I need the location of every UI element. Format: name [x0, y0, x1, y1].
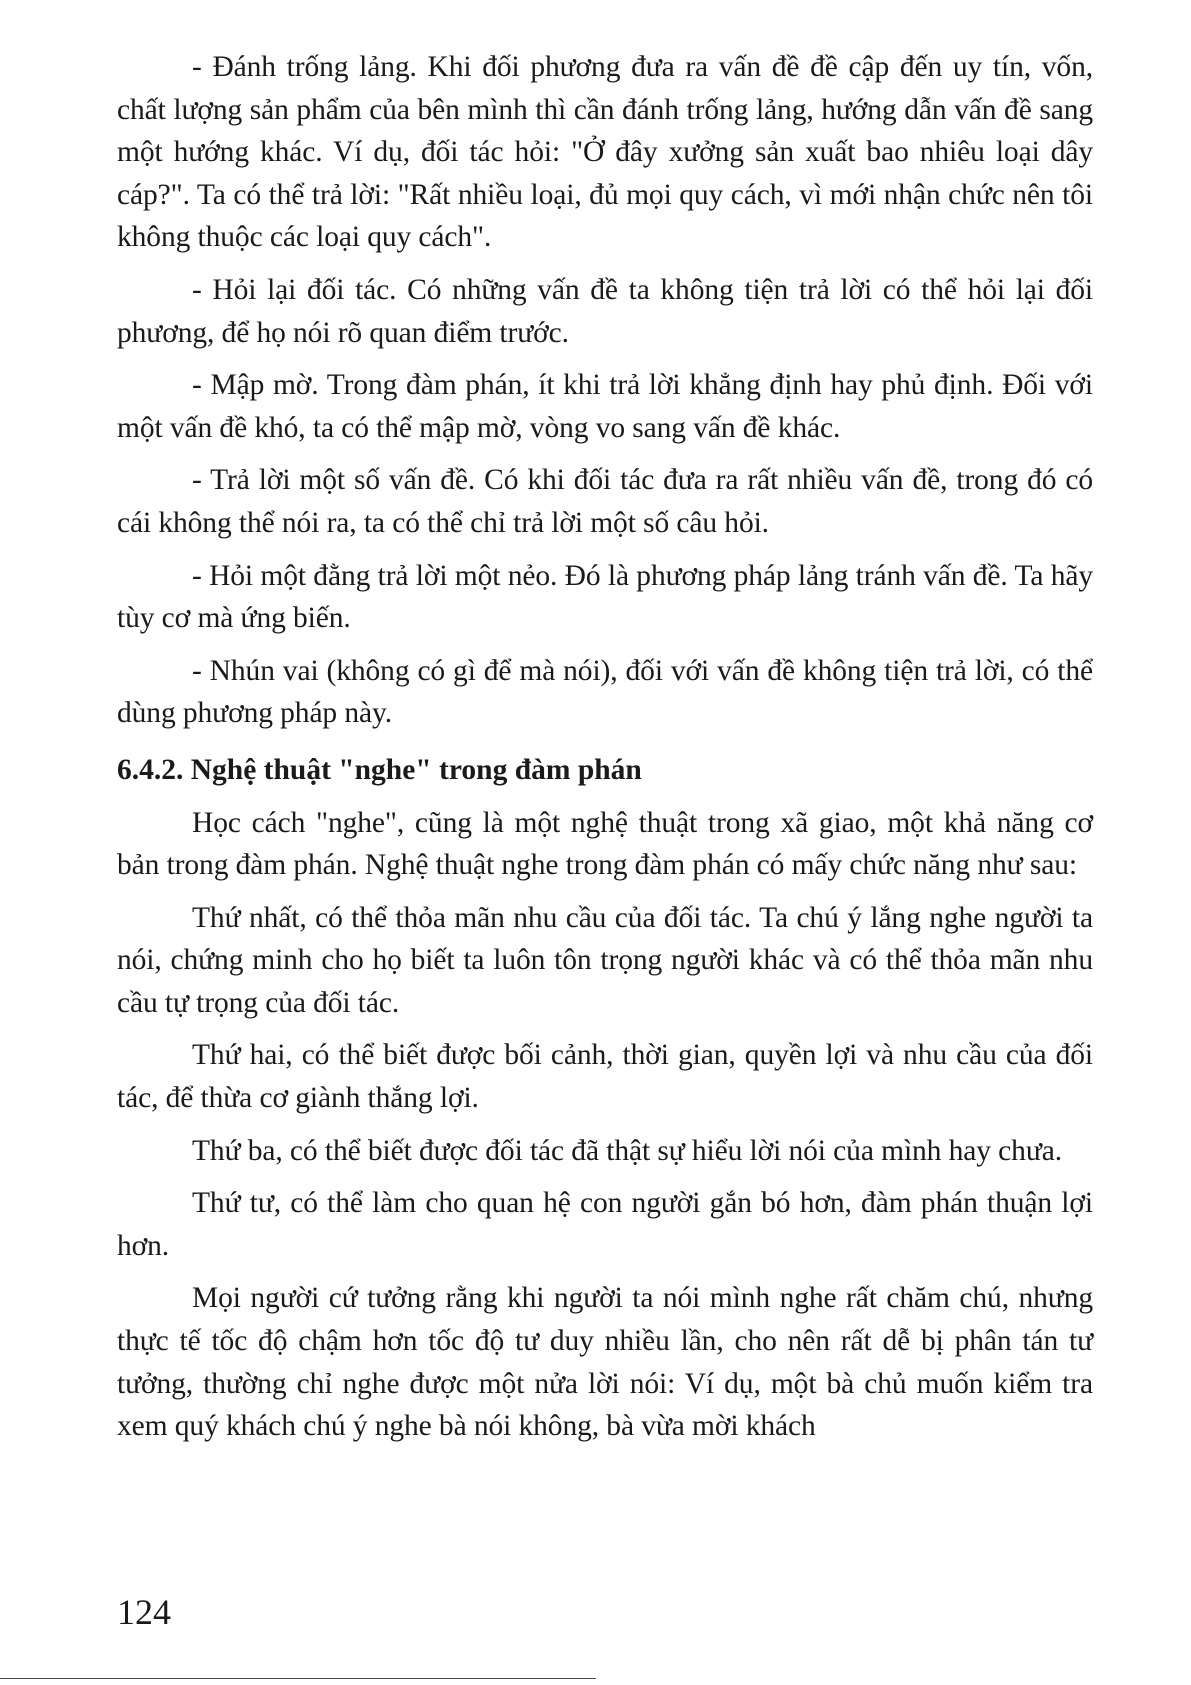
paragraph-map-mo: - Mập mờ. Trong đàm phán, ít khi trả lời khẳng định hay phủ định. Đối với một vấn đề khó, ta có thể mập mờ, vòng vo sang vấn đề khác. [117, 369, 1093, 444]
paragraph-hoc-cach-nghe: Học cách "nghe", cũng là một nghệ thuật trong xã giao, một khả năng cơ bản trong đàm phán. Nghệ thuật nghe trong đàm phán có mấy chức năng như sau: [117, 806, 1093, 882]
footer-divider [0, 1678, 596, 1679]
section-heading: 6.4.2. Nghệ thuật "nghe" trong đàm phán [117, 753, 642, 786]
paragraph-hoi-mot-dang: - Hỏi một đằng trả lời một nẻo. Đó là phương pháp lảng tránh vấn đề. Ta hãy tùy cơ mà ứng biến. [117, 559, 1093, 635]
paragraph-hoi-lai-doi-tac: - Hỏi lại đối tác. Có những vấn đề ta không tiện trả lời có thể hỏi lại đối phương, để họ nói rõ quan điểm trước. [117, 273, 1093, 349]
page-body [117, 46, 1093, 1458]
paragraph-thu-ba: Thứ ba, có thể biết được đối tác đã thật sự hiểu lời nói của mình hay chưa. [192, 1134, 1062, 1167]
paragraph-thu-hai: Thứ hai, có thể biết được bối cảnh, thời gian, quyền lợi và nhu cầu của đối tác, để thừa cơ giành thắng lợi. [117, 1039, 1093, 1115]
paragraph-tra-loi-mot-so-van-de: - Trả lời một số vấn đề. Có khi đối tác đưa ra rất nhiều vấn đề, trong đó có cái không thể nói ra, ta có thể chỉ trả lời một số câu hỏi. [117, 464, 1093, 539]
paragraph-danh-trong-lang: - Đánh trống lảng. Khi đối phương đưa ra vấn đề đề cập đến uy tín, vốn, chất lượng sản phẩm của bên mình thì cần đánh trống lảng, hướng dẫn vấn đề sang một hướng khác. Ví dụ, đối tác hỏi: "Ở đây xưởng sản xuất bao nhiêu loại dây cáp?". Ta có thể trả lời: "Rất nhiều loại, đủ mọi quy cách, vì mới nhận chức nên tôi không thuộc các loại quy cách". [117, 51, 1093, 254]
paragraph-thu-nhat: Thứ nhất, có thể thỏa mãn nhu cầu của đối tác. Ta chú ý lắng nghe người ta nói, chứng minh cho họ biết ta luôn tôn trọng người khác và có thể thỏa mãn nhu cầu tự trọng của đối tác. [117, 901, 1093, 1019]
paragraph-moi-nguoi: Mọi người cứ tưởng rằng khi người ta nói mình nghe rất chăm chú, nhưng thực tế tốc độ chậm hơn tốc độ tư duy nhiều lần, cho nên rất dễ bị phân tán tư tưởng, thường chỉ nghe được một nửa lời nói: Ví dụ, một bà chủ muốn kiểm tra xem quý khách chú ý nghe bà nói không, bà vừa mời khách [117, 1282, 1093, 1443]
paragraph-thu-tu: Thứ tư, có thể làm cho quan hệ con người gắn bó hơn, đàm phán thuận lợi hơn. [117, 1187, 1093, 1262]
page-number: 124 [117, 1592, 171, 1632]
paragraph-nhun-vai: - Nhún vai (không có gì để mà nói), đối với vấn đề không tiện trả lời, có thể dùng phương pháp này. [117, 654, 1093, 730]
